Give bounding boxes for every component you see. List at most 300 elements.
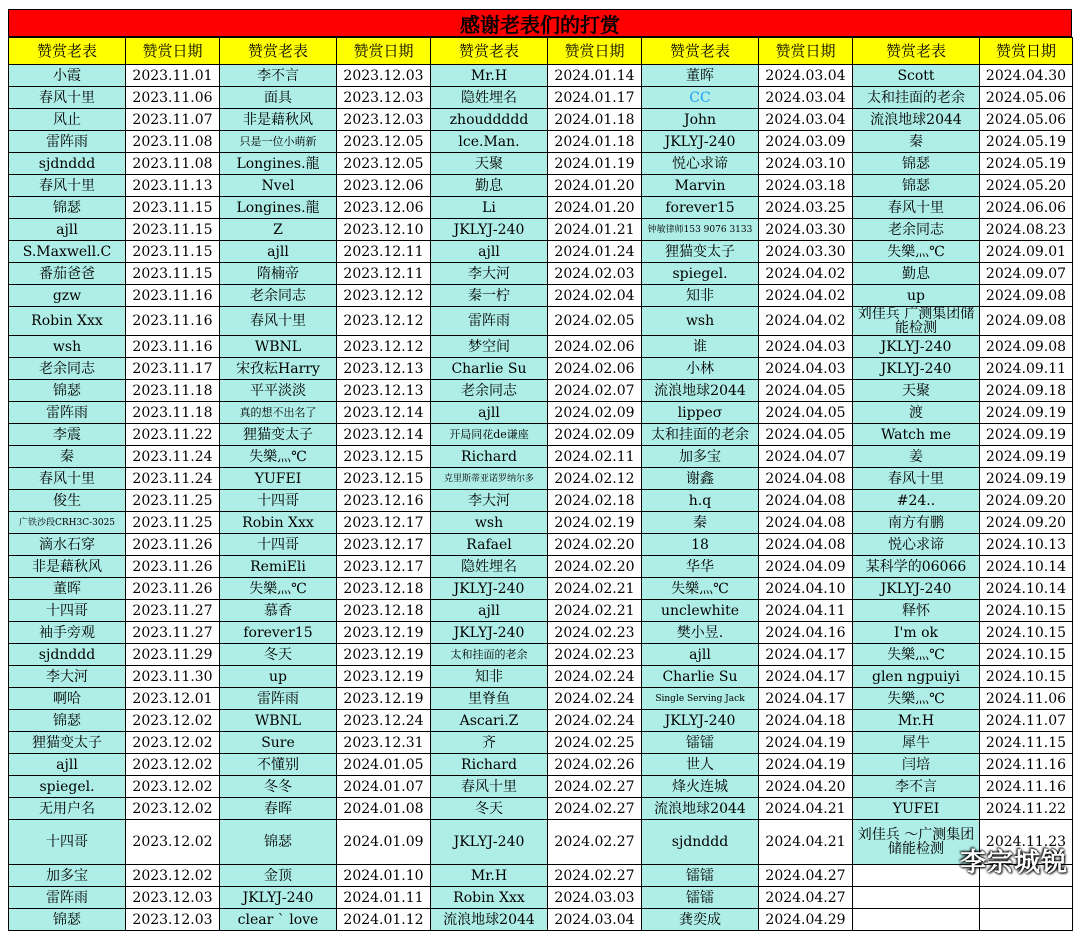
table-row bbox=[9, 644, 1073, 666]
sponsor-date-cell: 2023.12.19 bbox=[337, 644, 431, 666]
sponsor-date-cell: 2024.02.03 bbox=[548, 263, 642, 285]
sponsor-date-cell: 2023.11.01 bbox=[126, 65, 220, 87]
sponsor-name-cell: 龚奕成 bbox=[642, 909, 759, 931]
sponsor-date-cell: 2024.05.06 bbox=[980, 87, 1073, 109]
sponsor-name-cell: clear ` love bbox=[220, 909, 337, 931]
sponsor-name-cell: YUFEI bbox=[853, 798, 980, 820]
sponsor-date-cell: 2024.04.21 bbox=[759, 820, 853, 865]
sponsor-date-cell: 2024.09.19 bbox=[980, 402, 1073, 424]
sponsor-name-cell: 加多宝 bbox=[9, 865, 126, 887]
sponsor-name-cell: 某科学的06066 bbox=[853, 556, 980, 578]
sponsor-date-cell: 2023.11.15 bbox=[126, 241, 220, 263]
sponsor-name-cell: ajll bbox=[642, 644, 759, 666]
sponsor-name-cell: 冬天 bbox=[220, 644, 337, 666]
sponsor-date-cell: 2024.04.10 bbox=[759, 578, 853, 600]
sponsor-date-cell: 2024.04.05 bbox=[759, 424, 853, 446]
sponsor-date-cell: 2024.04.08 bbox=[759, 534, 853, 556]
sponsor-date-cell: 2024.02.06 bbox=[548, 358, 642, 380]
sponsor-date-cell: 2023.12.11 bbox=[337, 241, 431, 263]
sponsor-name-cell: 流浪地球2044 bbox=[642, 380, 759, 402]
sponsor-name-cell: 春晖 bbox=[220, 798, 337, 820]
sponsor-name-cell: 狸猫变太子 bbox=[220, 424, 337, 446]
sponsor-name-cell: 天聚 bbox=[431, 153, 548, 175]
table-row bbox=[9, 820, 1073, 865]
sponsor-name-cell: 克里斯蒂亚诺罗纳尔多 bbox=[431, 468, 548, 490]
sponsor-date-cell: 2023.12.03 bbox=[337, 65, 431, 87]
sponsor-name-cell: 秦一柠 bbox=[431, 285, 548, 307]
sponsor-name-cell: 樊小昱. bbox=[642, 622, 759, 644]
table-row bbox=[9, 688, 1073, 710]
sponsor-date-cell: 2024.09.20 bbox=[980, 490, 1073, 512]
sponsor-name-cell: 太和挂面的老余 bbox=[431, 644, 548, 666]
sponsor-date-cell: 2023.11.27 bbox=[126, 622, 220, 644]
sponsor-date-cell: 2023.11.24 bbox=[126, 468, 220, 490]
sponsor-name-cell: ajll bbox=[220, 241, 337, 263]
table-row bbox=[9, 153, 1073, 175]
sponsor-date-cell: 2024.02.27 bbox=[548, 865, 642, 887]
sponsor-name-cell: 世人 bbox=[642, 754, 759, 776]
sponsor-date-cell: 2024.03.04 bbox=[548, 909, 642, 931]
sponsor-date-cell: 2024.10.14 bbox=[980, 556, 1073, 578]
sponsor-date-cell: 2023.12.16 bbox=[337, 490, 431, 512]
sponsor-name-cell: Single Serving Jack bbox=[642, 688, 759, 710]
sponsor-name-cell: JKLYJ-240 bbox=[642, 131, 759, 153]
table-row bbox=[9, 512, 1073, 534]
sponsor-date-cell: 2023.11.16 bbox=[126, 285, 220, 307]
table-row bbox=[9, 263, 1073, 285]
sponsor-name-cell: 失樂灬℃ bbox=[220, 578, 337, 600]
sponsor-date-cell: 2024.09.08 bbox=[980, 307, 1073, 336]
sponsor-date-cell: 2024.04.09 bbox=[759, 556, 853, 578]
sponsor-date-cell: 2024.04.27 bbox=[759, 887, 853, 909]
sponsor-date-cell: 2024.01.19 bbox=[548, 153, 642, 175]
sponsor-date-cell: 2023.11.07 bbox=[126, 109, 220, 131]
sponsor-name-cell: spiegel. bbox=[9, 776, 126, 798]
sponsor-date-cell: 2024.09.18 bbox=[980, 380, 1073, 402]
sponsor-name-cell: 知非 bbox=[642, 285, 759, 307]
sponsor-date-cell: 2024.02.19 bbox=[548, 512, 642, 534]
sponsor-name-cell: ajll bbox=[431, 600, 548, 622]
sponsor-name-cell: sjdnddd bbox=[9, 153, 126, 175]
sponsor-name-cell: ajll bbox=[9, 754, 126, 776]
table-row bbox=[9, 622, 1073, 644]
sponsor-name-cell: 梦空间 bbox=[431, 336, 548, 358]
sponsor-name-cell: 勤息 bbox=[853, 263, 980, 285]
sponsor-name-cell: 李不言 bbox=[220, 65, 337, 87]
sponsor-name-cell: sjdnddd bbox=[642, 820, 759, 865]
sponsor-name-cell: 烽火连城 bbox=[642, 776, 759, 798]
sponsor-date-cell: 2023.11.30 bbox=[126, 666, 220, 688]
sponsor-date-cell: 2023.12.03 bbox=[337, 87, 431, 109]
sponsor-date-cell: 2024.04.02 bbox=[759, 285, 853, 307]
sponsor-date-cell: 2024.04.07 bbox=[759, 446, 853, 468]
sponsor-name-cell: 隋楠帝 bbox=[220, 263, 337, 285]
sponsor-date-cell: 2023.11.27 bbox=[126, 600, 220, 622]
sponsor-name-cell: wsh bbox=[642, 307, 759, 336]
sponsor-date-cell: 2024.01.08 bbox=[337, 798, 431, 820]
sponsor-date-cell: 2024.01.24 bbox=[548, 241, 642, 263]
sponsor-date-cell: 2024.04.08 bbox=[759, 512, 853, 534]
sponsor-date-cell: 2023.11.24 bbox=[126, 446, 220, 468]
sponsor-date-cell: 2023.12.17 bbox=[337, 534, 431, 556]
sponsor-name-cell: Z bbox=[220, 219, 337, 241]
sponsor-date-cell: 2024.10.15 bbox=[980, 666, 1073, 688]
sponsor-date-cell: 2023.11.16 bbox=[126, 336, 220, 358]
sponsor-name-cell: 番茄爸爸 bbox=[9, 263, 126, 285]
sponsor-date-cell: 2024.03.18 bbox=[759, 175, 853, 197]
sponsor-name-cell: Sure bbox=[220, 732, 337, 754]
table-row bbox=[9, 87, 1073, 109]
sponsor-date-cell: 2023.11.22 bbox=[126, 424, 220, 446]
sponsor-name-cell: 太和挂面的老余 bbox=[642, 424, 759, 446]
sponsor-date-cell: 2023.11.06 bbox=[126, 87, 220, 109]
sponsor-date-cell: 2024.02.27 bbox=[548, 820, 642, 865]
sponsor-date-cell: 2024.09.07 bbox=[980, 263, 1073, 285]
sponsor-name-cell: 姜 bbox=[853, 446, 980, 468]
table-row bbox=[9, 666, 1073, 688]
table-row bbox=[9, 307, 1073, 336]
sponsor-date-cell: 2024.03.30 bbox=[759, 241, 853, 263]
sponsor-date-cell: 2024.02.05 bbox=[548, 307, 642, 336]
sponsor-name-cell: 冬冬 bbox=[220, 776, 337, 798]
sponsor-name-cell: ajll bbox=[431, 241, 548, 263]
sponsor-date-cell: 2024.04.17 bbox=[759, 644, 853, 666]
sponsor-name-cell: 流浪地球2044 bbox=[853, 109, 980, 131]
sponsor-name-cell: up bbox=[853, 285, 980, 307]
table-row bbox=[9, 865, 1073, 887]
sponsor-name-cell: Longines.龍 bbox=[220, 153, 337, 175]
sponsor-name-cell: 老余同志 bbox=[853, 219, 980, 241]
sponsor-name-cell: spiegel. bbox=[642, 263, 759, 285]
sponsor-date-cell: 2024.11.06 bbox=[980, 688, 1073, 710]
sponsor-name-cell: JKLYJ-240 bbox=[431, 820, 548, 865]
sponsor-name-cell bbox=[853, 909, 980, 931]
sponsor-name-cell: JKLYJ-240 bbox=[431, 578, 548, 600]
sponsor-date-cell: 2023.12.14 bbox=[337, 402, 431, 424]
sponsor-name-cell: 面具 bbox=[220, 87, 337, 109]
sponsor-date-cell: 2024.04.02 bbox=[759, 263, 853, 285]
sponsor-date-cell: 2024.02.23 bbox=[548, 644, 642, 666]
sponsor-name-cell: 开局同花de谦座 bbox=[431, 424, 548, 446]
table-row bbox=[9, 909, 1073, 931]
column-header: 赞赏老表 bbox=[9, 38, 126, 65]
sponsor-name-cell: 十四哥 bbox=[220, 490, 337, 512]
sponsor-name-cell: JKLYJ-240 bbox=[431, 622, 548, 644]
sponsor-name-cell: 镭镭 bbox=[642, 732, 759, 754]
sponsor-name-cell: 十四哥 bbox=[220, 534, 337, 556]
sponsor-date-cell: 2024.10.13 bbox=[980, 534, 1073, 556]
sponsor-name-cell: 锦瑟 bbox=[9, 380, 126, 402]
sponsor-name-cell: 狸猫变太子 bbox=[642, 241, 759, 263]
sponsor-name-cell bbox=[853, 887, 980, 909]
sponsor-name-cell: 锦瑟 bbox=[9, 909, 126, 931]
sponsor-date-cell: 2024.01.12 bbox=[337, 909, 431, 931]
sponsor-name-cell: 勤息 bbox=[431, 175, 548, 197]
sponsor-name-cell: Charlie Su bbox=[642, 666, 759, 688]
sponsor-name-cell: 狸猫变太子 bbox=[9, 732, 126, 754]
sponsor-date-cell: 2023.11.26 bbox=[126, 578, 220, 600]
sponsor-name-cell: CC bbox=[642, 87, 759, 109]
table-row bbox=[9, 887, 1073, 909]
sponsor-name-cell: Nvel bbox=[220, 175, 337, 197]
sponsor-date-cell: 2024.05.19 bbox=[980, 131, 1073, 153]
sponsor-name-cell: 雷阵雨 bbox=[431, 307, 548, 336]
sponsor-date-cell: 2024.02.06 bbox=[548, 336, 642, 358]
sponsor-date-cell: 2024.09.08 bbox=[980, 285, 1073, 307]
sponsor-name-cell: Charlie Su bbox=[431, 358, 548, 380]
sponsor-name-cell: 雷阵雨 bbox=[220, 688, 337, 710]
sponsor-date-cell: 2024.04.16 bbox=[759, 622, 853, 644]
sponsor-date-cell: 2024.01.20 bbox=[548, 197, 642, 219]
sponsor-name-cell: Robin Xxx bbox=[220, 512, 337, 534]
sponsor-name-cell: 李大河 bbox=[9, 666, 126, 688]
column-header: 赞赏日期 bbox=[980, 38, 1073, 65]
sponsor-name-cell: 失樂灬℃ bbox=[220, 446, 337, 468]
sponsor-name-cell: 老余同志 bbox=[431, 380, 548, 402]
sponsor-name-cell: 刘佳兵 ～广测集团储能检测 bbox=[853, 820, 980, 865]
sponsor-date-cell: 2024.02.26 bbox=[548, 754, 642, 776]
sponsor-date-cell: 2024.02.09 bbox=[548, 402, 642, 424]
sponsor-name-cell: 失樂灬℃ bbox=[853, 241, 980, 263]
sponsor-name-cell: 春风十里 bbox=[9, 175, 126, 197]
sponsor-date-cell: 2024.04.19 bbox=[759, 732, 853, 754]
sponsor-date-cell: 2023.11.18 bbox=[126, 380, 220, 402]
sponsor-date-cell: 2024.09.08 bbox=[980, 336, 1073, 358]
sponsor-date-cell: 2024.05.20 bbox=[980, 175, 1073, 197]
sponsor-name-cell: sjdnddd bbox=[9, 644, 126, 666]
sponsor-date-cell: 2024.11.15 bbox=[980, 732, 1073, 754]
sponsor-name-cell: 平平淡淡 bbox=[220, 380, 337, 402]
sponsor-date-cell: 2023.12.02 bbox=[126, 754, 220, 776]
sponsor-date-cell: 2024.04.08 bbox=[759, 490, 853, 512]
sponsor-name-cell: 滴水石穿 bbox=[9, 534, 126, 556]
sponsor-date-cell: 2023.12.24 bbox=[337, 710, 431, 732]
sponsor-name-cell: 无用户名 bbox=[9, 798, 126, 820]
sponsor-name-cell: Mr.H bbox=[431, 865, 548, 887]
sponsor-name-cell: Robin Xxx bbox=[9, 307, 126, 336]
sponsor-date-cell: 2023.11.18 bbox=[126, 402, 220, 424]
sponsor-date-cell: 2024.01.18 bbox=[548, 131, 642, 153]
sponsor-name-cell: wsh bbox=[9, 336, 126, 358]
sponsor-date-cell: 2024.02.12 bbox=[548, 468, 642, 490]
sponsor-name-cell: 南方有鹏 bbox=[853, 512, 980, 534]
sponsor-date-cell: 2024.01.14 bbox=[548, 65, 642, 87]
sponsor-date-cell: 2024.02.21 bbox=[548, 600, 642, 622]
column-header: 赞赏日期 bbox=[337, 38, 431, 65]
sponsor-name-cell: 啊哈 bbox=[9, 688, 126, 710]
sponsor-name-cell: JKLYJ-240 bbox=[853, 358, 980, 380]
sponsor-name-cell: 失樂灬℃ bbox=[642, 578, 759, 600]
table-row bbox=[9, 197, 1073, 219]
sponsor-name-cell: Longines.龍 bbox=[220, 197, 337, 219]
sponsor-date-cell: 2024.03.10 bbox=[759, 153, 853, 175]
sponsor-date-cell: 2023.12.12 bbox=[337, 285, 431, 307]
sponsor-name-cell: 不懂别 bbox=[220, 754, 337, 776]
sponsor-date-cell: 2023.11.16 bbox=[126, 307, 220, 336]
sponsor-date-cell: 2023.11.29 bbox=[126, 644, 220, 666]
sponsor-name-cell: 老余同志 bbox=[9, 358, 126, 380]
sponsor-name-cell: Mr.H bbox=[431, 65, 548, 87]
table-row bbox=[9, 710, 1073, 732]
sponsor-name-cell: Marvin bbox=[642, 175, 759, 197]
sponsor-date-cell: 2024.03.09 bbox=[759, 131, 853, 153]
sponsor-date-cell: 2024.03.25 bbox=[759, 197, 853, 219]
sponsor-name-cell: Richard bbox=[431, 446, 548, 468]
sponsor-name-cell: 金顶 bbox=[220, 865, 337, 887]
sponsor-date-cell: 2023.12.12 bbox=[337, 307, 431, 336]
column-header: 赞赏日期 bbox=[548, 38, 642, 65]
table-row bbox=[9, 219, 1073, 241]
sponsor-name-cell: 流浪地球2044 bbox=[431, 909, 548, 931]
sponsor-table bbox=[8, 37, 1073, 931]
sponsor-date-cell: 2023.12.13 bbox=[337, 380, 431, 402]
sponsor-date-cell: 2024.01.09 bbox=[337, 820, 431, 865]
sponsor-date-cell: 2023.12.15 bbox=[337, 468, 431, 490]
sponsor-date-cell: 2023.12.19 bbox=[337, 622, 431, 644]
sponsor-name-cell: Robin Xxx bbox=[431, 887, 548, 909]
sponsor-date-cell: 2024.05.06 bbox=[980, 109, 1073, 131]
sponsor-date-cell: 2023.12.02 bbox=[126, 776, 220, 798]
sponsor-name-cell: Li bbox=[431, 197, 548, 219]
sponsor-date-cell: 2023.12.17 bbox=[337, 556, 431, 578]
sponsor-date-cell: 2024.01.11 bbox=[337, 887, 431, 909]
sponsor-date-cell: 2023.12.13 bbox=[337, 358, 431, 380]
sponsor-date-cell: 2023.11.26 bbox=[126, 534, 220, 556]
sponsor-date-cell: 2023.12.02 bbox=[126, 732, 220, 754]
sponsor-name-cell: JKLYJ-240 bbox=[853, 578, 980, 600]
sponsor-name-cell: 李不言 bbox=[853, 776, 980, 798]
sponsor-name-cell: 锦瑟 bbox=[9, 710, 126, 732]
sponsor-name-cell: Rafael bbox=[431, 534, 548, 556]
sponsor-name-cell: 宋孜耘Harry bbox=[220, 358, 337, 380]
sponsor-date-cell: 2024.04.21 bbox=[759, 798, 853, 820]
sponsor-name-cell: #24.. bbox=[853, 490, 980, 512]
table-row bbox=[9, 600, 1073, 622]
table-row bbox=[9, 468, 1073, 490]
column-header: 赞赏老表 bbox=[220, 38, 337, 65]
sponsor-name-cell: 秦 bbox=[853, 131, 980, 153]
sheet-title: 感谢老表们的打赏 bbox=[8, 9, 1072, 37]
sponsor-name-cell: S.Maxwell.C bbox=[9, 241, 126, 263]
column-header: 赞赏老表 bbox=[431, 38, 548, 65]
sponsor-date-cell: 2024.04.29 bbox=[759, 909, 853, 931]
sponsor-date-cell: 2023.12.12 bbox=[337, 336, 431, 358]
sponsor-name-cell: Richard bbox=[431, 754, 548, 776]
table-row bbox=[9, 578, 1073, 600]
table-row bbox=[9, 336, 1073, 358]
sponsor-date-cell: 2023.12.19 bbox=[337, 688, 431, 710]
sponsor-date-cell: 2024.04.05 bbox=[759, 380, 853, 402]
sponsor-date-cell: 2024.04.27 bbox=[759, 865, 853, 887]
sponsor-name-cell: RemiEli bbox=[220, 556, 337, 578]
sponsor-name-cell: 锦瑟 bbox=[9, 197, 126, 219]
sponsor-date-cell: 2023.12.18 bbox=[337, 600, 431, 622]
sponsor-date-cell: 2024.04.19 bbox=[759, 754, 853, 776]
sponsor-name-cell: 非是藉秋风 bbox=[9, 556, 126, 578]
sponsor-name-cell: 董晖 bbox=[9, 578, 126, 600]
column-header: 赞赏老表 bbox=[853, 38, 980, 65]
sponsor-name-cell: wsh bbox=[431, 512, 548, 534]
sponsor-name-cell: forever15 bbox=[220, 622, 337, 644]
table-row bbox=[9, 109, 1073, 131]
sponsor-name-cell: 失樂灬℃ bbox=[853, 644, 980, 666]
table-row bbox=[9, 754, 1073, 776]
sponsor-date-cell: 2023.12.02 bbox=[126, 798, 220, 820]
sponsor-date-cell: 2024.04.20 bbox=[759, 776, 853, 798]
sponsor-name-cell: JKLYJ-240 bbox=[853, 336, 980, 358]
sponsor-name-cell: lce.Man. bbox=[431, 131, 548, 153]
sponsor-date-cell: 2024.02.04 bbox=[548, 285, 642, 307]
column-header: 赞赏日期 bbox=[759, 38, 853, 65]
sponsor-name-cell: I'm ok bbox=[853, 622, 980, 644]
sponsor-date-cell: 2024.11.16 bbox=[980, 754, 1073, 776]
table-row bbox=[9, 285, 1073, 307]
sponsor-name-cell: 袖手旁观 bbox=[9, 622, 126, 644]
sponsor-date-cell: 2024.04.03 bbox=[759, 336, 853, 358]
sponsor-date-cell: 2023.12.03 bbox=[126, 909, 220, 931]
sponsor-date-cell: 2024.04.08 bbox=[759, 468, 853, 490]
table-row bbox=[9, 534, 1073, 556]
sponsor-date-cell: 2023.12.11 bbox=[337, 263, 431, 285]
sponsor-date-cell: 2024.02.24 bbox=[548, 688, 642, 710]
sponsor-name-cell: 隐姓埋名 bbox=[431, 87, 548, 109]
sponsor-name-cell: YUFEI bbox=[220, 468, 337, 490]
sponsor-name-cell: 春风十里 bbox=[431, 776, 548, 798]
watermark-text: 李宗城锐 bbox=[960, 842, 1068, 879]
sponsor-date-cell: 2023.12.18 bbox=[337, 578, 431, 600]
sponsor-date-cell: 2024.09.19 bbox=[980, 446, 1073, 468]
sponsor-date-cell: 2024.02.09 bbox=[548, 424, 642, 446]
sponsor-date-cell: 2024.02.18 bbox=[548, 490, 642, 512]
sponsor-name-cell: 老余同志 bbox=[220, 285, 337, 307]
sponsor-date-cell: 2023.12.05 bbox=[337, 131, 431, 153]
sponsor-date-cell: 2023.11.25 bbox=[126, 490, 220, 512]
sponsor-name-cell: 春风十里 bbox=[220, 307, 337, 336]
sponsor-name-cell: 春风十里 bbox=[9, 468, 126, 490]
sponsor-date-cell: 2024.05.19 bbox=[980, 153, 1073, 175]
sponsor-date-cell: 2024.11.22 bbox=[980, 798, 1073, 820]
sponsor-name-cell: 镭镭 bbox=[642, 887, 759, 909]
sponsor-date-cell: 2023.11.08 bbox=[126, 153, 220, 175]
sponsor-date-cell: 2024.11.07 bbox=[980, 710, 1073, 732]
sponsor-date-cell bbox=[980, 909, 1073, 931]
sponsor-date-cell: 2024.09.20 bbox=[980, 512, 1073, 534]
sponsor-date-cell: 2023.11.15 bbox=[126, 219, 220, 241]
sponsor-name-cell: 加多宝 bbox=[642, 446, 759, 468]
sponsor-name-cell: 悦心求谛 bbox=[853, 534, 980, 556]
sponsor-date-cell: 2024.01.05 bbox=[337, 754, 431, 776]
sponsor-date-cell: 2024.01.21 bbox=[548, 219, 642, 241]
sponsor-name-cell: 失樂灬℃ bbox=[853, 688, 980, 710]
sponsor-date-cell: 2024.03.04 bbox=[759, 109, 853, 131]
sponsor-name-cell: Ascari.Z bbox=[431, 710, 548, 732]
sponsor-name-cell: 广铁沙段CRH3C-3025 bbox=[9, 512, 126, 534]
sponsor-name-cell: 释怀 bbox=[853, 600, 980, 622]
sponsor-date-cell bbox=[980, 887, 1073, 909]
table-row bbox=[9, 446, 1073, 468]
sponsor-date-cell: 2023.12.05 bbox=[337, 153, 431, 175]
sponsor-date-cell: 2024.09.19 bbox=[980, 468, 1073, 490]
sponsor-date-cell: 2024.11.16 bbox=[980, 776, 1073, 798]
sponsor-date-cell: 2024.03.30 bbox=[759, 219, 853, 241]
sponsor-name-cell: Watch me bbox=[853, 424, 980, 446]
sponsor-date-cell: 2024.01.17 bbox=[548, 87, 642, 109]
sponsor-name-cell: zhouddddd bbox=[431, 109, 548, 131]
table-row bbox=[9, 358, 1073, 380]
column-header: 赞赏日期 bbox=[126, 38, 220, 65]
sponsor-name-cell: 非是藉秋风 bbox=[220, 109, 337, 131]
table-row bbox=[9, 424, 1073, 446]
